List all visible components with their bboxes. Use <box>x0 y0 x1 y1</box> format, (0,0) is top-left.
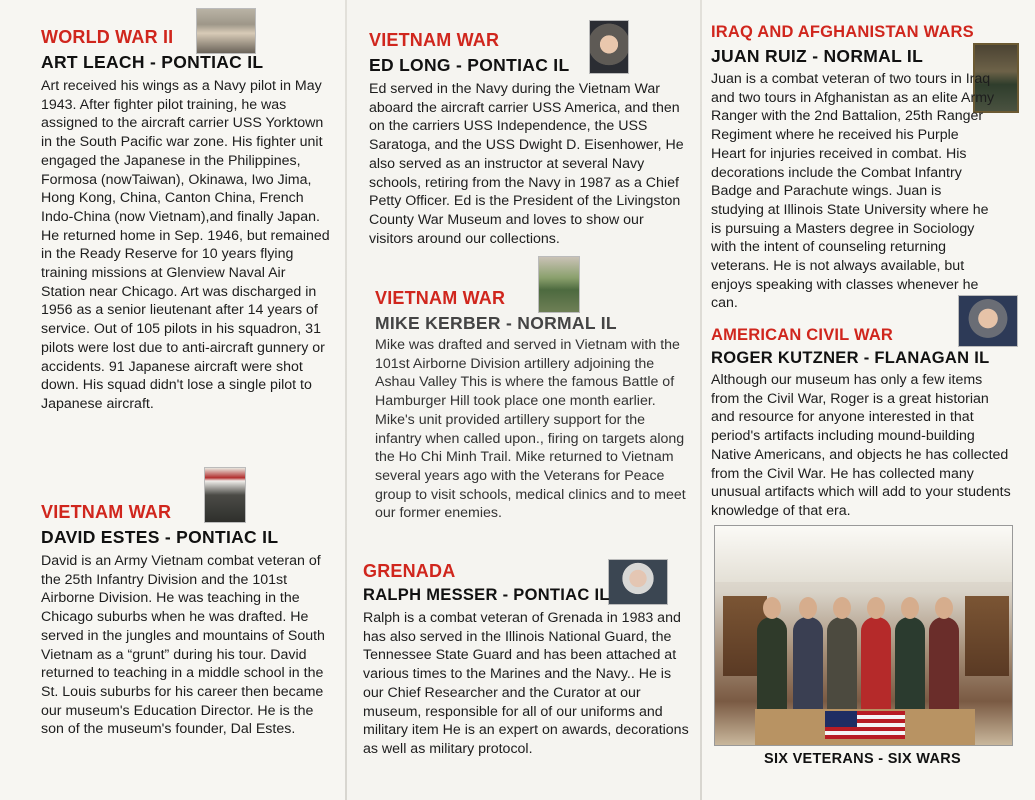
veteran-bio: Although our museum has only a few items from the Civil War, Roger is a great historian and resource for anyone interested in that period's artifacts including mound-building Native Americans, and objects he has collected from the Civil War. He has collected many unusual artifacts which will add to your students knowledge of that era. <box>711 372 1011 519</box>
veteran-photo <box>589 20 629 74</box>
war-heading: VIETNAM WAR <box>375 288 506 308</box>
war-heading: VIETNAM WAR <box>41 502 172 522</box>
war-heading: IRAQ AND AFGHANISTAN WARS <box>711 23 974 41</box>
veteran-bio: David is an Army Vietnam combat veteran of the 25th Infantry Division and the 101st Airborne Division. He was teaching in the Chicago suburbs when he was drafted. He served in the jungles and mountains of South Vietnam as a “grunt” during his tour. David returned to teaching in a middle school in the St. Louis suburbs for his career then became our museum's Education Director. He is the son of the museum's founder, Dal Estes. <box>41 553 325 738</box>
fold-line <box>700 0 702 800</box>
veteran-photo <box>196 8 256 54</box>
veteran-photo <box>958 295 1018 347</box>
veteran-bio: Juan is a combat veteran of two tours in Iraq and two tours in Afghanistan as an elite Army Ranger with the 2nd Battalion, 25th Ranger Regiment where he received his Purple Heart for injuries received in combat. His decorations include the Combat Infantry Badge and Parachute wings. Juan is studying at Illinois State University where he is pursuing a Masters degree in Sociology with the intent of counseling returning veterans. He is not always available, but enjoys speaking with classes whenever he can. <box>711 71 995 312</box>
veteran-name: MIKE KERBER - NORMAL IL <box>375 313 617 333</box>
veteran-name: JUAN RUIZ - NORMAL IL <box>711 46 924 66</box>
veteran-name: RALPH MESSER - PONTIAC IL <box>363 586 610 604</box>
group-photo <box>714 525 1013 746</box>
veteran-name: DAVID ESTES - PONTIAC IL <box>41 527 279 547</box>
veteran-bio: Mike was drafted and served in Vietnam with the 101st Airborne Division artillery adjoining the Ashau Valley This is where the famous Battle of Hamburger Hill took place one month earlier. Mike's unit provided artillery support for the infantry when called upon., firing on targets along the Ho Chi Minh Trail. Mike returned to Vietnam several years ago with the Veterans for Peace group to visit schools, medical clinics and to meet our former enemies. <box>375 337 686 522</box>
veteran-bio: Ed served in the Navy during the Vietnam War aboard the aircraft carrier USS America, and then on the carriers USS Independence, the USS Saratoga, and the USS Dwight D. Eisenhower, He also served as an instructor at several Navy schools, retiring from the Navy in 1987 as a Chief Petty Officer. Ed is the President of the Livingston County War Museum and loves to show our visitors around our collections. <box>369 81 684 247</box>
veteran-bio: Ralph is a combat veteran of Grenada in 1983 and has also served in the Illinois National Guard, the Tennessee State Guard and has been attached at various times to the Marines and the Navy.. He is our Chief Researcher and the Curator at our museum, responsible for all of our uniforms and military item He is an expert on awards, decorations as well as military protocol. <box>363 610 689 757</box>
war-heading: GRENADA <box>363 561 456 581</box>
veteran-photo <box>204 467 246 523</box>
veteran-bio: Art received his wings as a Navy pilot in May 1943. After fighter pilot training, he was assigned to the aircraft carrier USS Yorktown in the South Pacific war zone. His fighter unit engaged the Japanese in the Philippines, Formosa (nowTaiwan), Okinawa, Iwo Jima, Hong Kong, China, Canton China, French Indo-China (now Vietnam),and finally Japan. He returned home in Sep. 1946, but remained in the Ready Reserve for 10 years flying training missions at Glenview Naval Air Station near Chicago. Art was discharged in 1956 as a senior lieutenant after 14 years of service. Out of 105 pilots in his squadron, 31 pilots were lost due to anti-aircraft gunnery or accidents. 91 Japanese aircraft were shot down. His squad didn't lose a single pilot to Japanese aircraft. <box>41 78 330 412</box>
veteran-photo <box>608 559 668 605</box>
war-heading: VIETNAM WAR <box>369 30 500 50</box>
veteran-name: ROGER KUTZNER - FLANAGAN IL <box>711 349 990 367</box>
veteran-photo <box>538 256 580 313</box>
veteran-name: ED LONG - PONTIAC IL <box>369 55 570 75</box>
veteran-name: ART LEACH - PONTIAC IL <box>41 52 264 72</box>
war-heading: AMERICAN CIVIL WAR <box>711 326 894 344</box>
fold-line <box>345 0 347 800</box>
photo-shelf <box>965 596 1009 676</box>
flag-icon <box>825 711 905 739</box>
war-heading: WORLD WAR II <box>41 27 174 47</box>
photo-caption: SIX VETERANS - SIX WARS <box>763 751 962 767</box>
photo-ceiling <box>715 526 1012 582</box>
